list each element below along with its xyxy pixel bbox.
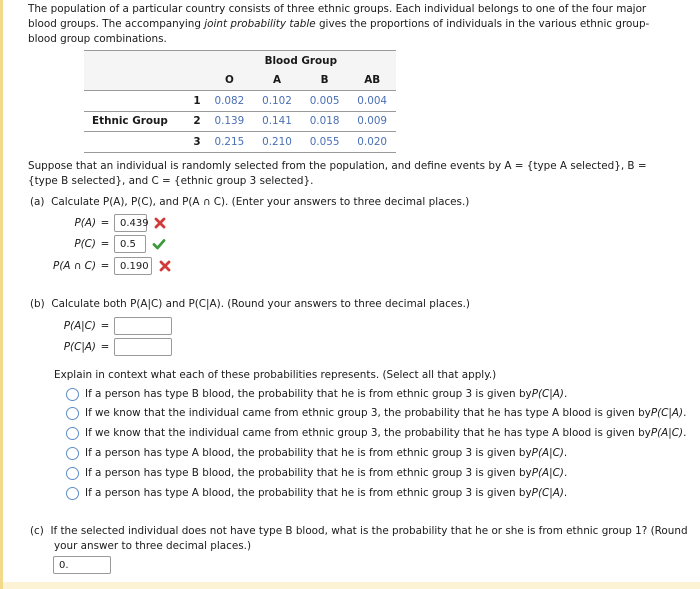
option-row[interactable]: If we know that the individual came from ethnic group 3, the probability that he has type A blood is given by P(C|A) . [66,405,686,421]
column-header: O [206,71,254,91]
equals-sign: = [100,260,110,272]
option-checkbox[interactable] [66,487,79,500]
table-cell: 0.018 [301,111,349,132]
table-cell: 0.141 [253,111,301,132]
table-cell: 0.210 [253,132,301,153]
option-row[interactable]: If a person has type A blood, the probability that he is from ethnic group 3 is given by P(A|C) . [66,445,567,461]
pc-input[interactable]: 0.5 [114,235,146,253]
table-cell: 0.020 [348,132,396,153]
answer-label: P(A ∩ C) [53,260,96,272]
answer-row-pa-and-c [34,257,172,275]
option-row[interactable]: If we know that the individual came from ethnic group 3, the probability that he has type A blood is given by P(A|C) . [66,425,686,441]
table-cell: 0.009 [348,111,396,132]
part-b-heading [30,298,470,310]
incorrect-x-icon [153,216,167,230]
part-b-label: (b) [30,298,45,310]
option-checkbox[interactable] [66,407,79,420]
table-header-row [84,51,396,71]
table-row [84,91,396,112]
ethnic-group-index: 2 [188,111,205,132]
blood-group-header: Blood Group [206,51,396,71]
answer-row-pc-given-a [34,338,172,356]
intro-emphasis: joint probability table [204,18,316,30]
part-a-instruction: Calculate P(A), P(C), and P(A ∩ C). (Enter your answers to three decimal places.) [51,196,470,208]
pa-input[interactable]: 0.439 [114,214,147,232]
pc-given-a-input[interactable] [114,338,172,356]
part-b-instruction: Calculate both P(A|C) and P(C|A). (Round your answers to three decimal places.) [51,298,470,310]
table-cell: 0.082 [214,94,245,107]
pa-and-c-input[interactable]: 0.190 [114,257,152,275]
table-row [84,111,396,132]
table-cell: 0.055 [301,132,349,153]
explain-prompt: Explain in context what each of these probabilities represents. (Select all that apply.) [54,369,497,381]
table-row [84,132,396,153]
equals-sign: = [100,320,110,332]
answer-label: P(C|A) [63,341,96,353]
incorrect-x-icon [158,259,172,273]
part-c-input[interactable]: 0. [53,556,111,574]
equals-sign: = [100,341,110,353]
table-cell: 0.005 [309,94,340,107]
answer-row-pc [34,235,166,253]
table-cell: 0.215 [206,132,254,153]
answer-row-pa [34,214,167,232]
problem-intro: The population of a particular country consists of three ethnic groups. Each individual belongs to one of the four major blood groups. The accompanying joint probability table gives the proportions of individuals in the various ethnic group-blood group combinations. [28,3,650,45]
table-cell: 0.139 [206,111,254,132]
part-c-label: (c) [30,525,44,537]
option-row[interactable]: If a person has type A blood, the probability that he is from ethnic group 3 is given by P(C|A) . [66,485,567,501]
left-accent-bar [0,0,3,589]
ethnic-group-label: Ethnic Group [84,111,188,132]
column-header: B [301,71,349,91]
bottom-band [3,582,700,589]
pa-given-c-input[interactable] [114,317,172,335]
correct-check-icon [152,237,166,251]
part-a-label: (a) [30,196,45,208]
answer-label: P(A|C) [63,320,96,332]
column-header: A [253,71,301,91]
ethnic-group-index: 1 [193,94,201,107]
option-checkbox[interactable] [66,427,79,440]
option-checkbox[interactable] [66,467,79,480]
equals-sign: = [100,217,110,229]
answer-row-pa-given-c [34,317,172,335]
part-c-line1: If the selected individual does not have type B blood, what is the probability that he or she is from ethnic group 1? (Round [50,525,688,537]
column-header: AB [348,71,396,91]
part-c-line2: your answer to three decimal places.) [54,540,252,552]
part-c-heading [30,525,688,537]
ethnic-group-index: 3 [188,132,205,153]
scenario-text: Suppose that an individual is randomly selected from the population, and define events by A = {type A selected}, B = {type B selected}, and C = {ethnic group 3 selected}. [28,160,647,187]
option-row[interactable]: If a person has type B blood, the probability that he is from ethnic group 3 is given by P(C|A) . [66,386,567,402]
table-column-row [84,71,396,91]
answer-label: P(A) [74,217,96,229]
answer-label: P(C) [74,238,96,250]
equals-sign: = [100,238,110,250]
part-a-heading [30,196,469,208]
table-cell: 0.102 [262,94,292,107]
option-checkbox[interactable] [66,388,79,401]
option-row[interactable]: If a person has type B blood, the probability that he is from ethnic group 3 is given by P(A|C) . [66,465,567,481]
joint-probability-table [84,50,396,153]
option-checkbox[interactable] [66,447,79,460]
table-cell: 0.004 [357,94,388,107]
